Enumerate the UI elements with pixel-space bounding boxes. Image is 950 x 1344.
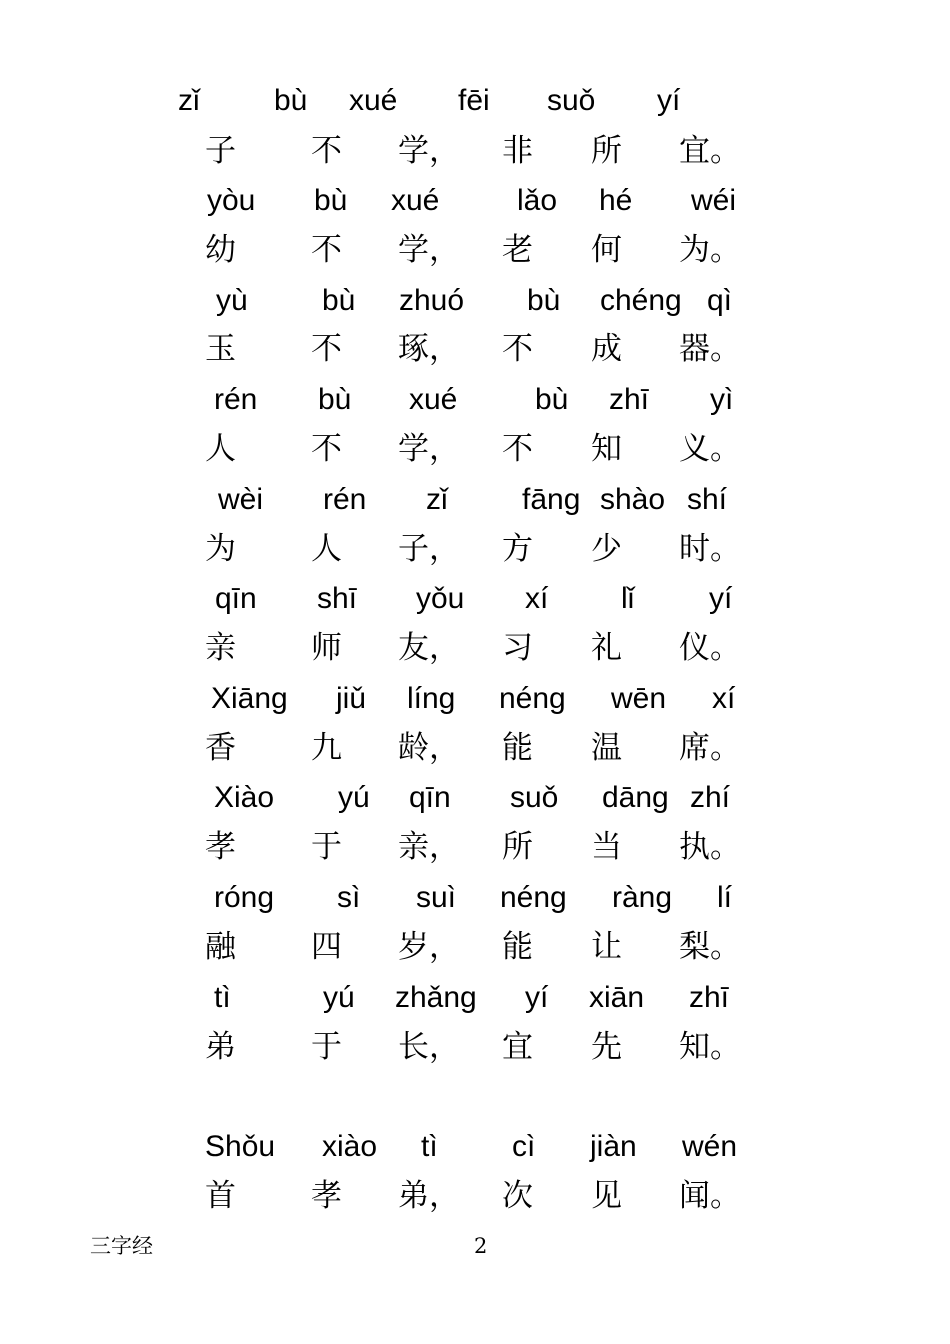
hanzi-character: 四 <box>311 929 342 965</box>
hanzi-character: 不 <box>311 431 342 467</box>
pinyin-syllable: néng <box>500 881 567 914</box>
pinyin-syllable: lǎo <box>517 184 558 217</box>
hanzi-character: 岁， <box>398 929 460 965</box>
pinyin-syllable: zǐ <box>426 483 448 516</box>
hanzi-character: 学， <box>398 133 460 169</box>
pinyin-syllable: ràng <box>612 881 673 914</box>
pinyin-syllable: zǐ <box>178 84 200 117</box>
hanzi-character: 不 <box>311 232 342 268</box>
pinyin-syllable: bù <box>527 284 561 317</box>
footer-title: 三字经 <box>90 1234 153 1258</box>
hanzi-character: 见 <box>591 1178 622 1214</box>
pinyin-syllable: shī <box>317 582 358 615</box>
hanzi-character: 先 <box>591 1029 622 1065</box>
hanzi-character: 于 <box>311 1029 342 1065</box>
pinyin-syllable: líng <box>407 682 456 715</box>
hanzi-character: 不 <box>311 133 342 169</box>
hanzi-character: 习 <box>502 630 533 666</box>
hanzi-character: 龄， <box>398 730 460 766</box>
pinyin-syllable: yí <box>709 582 733 615</box>
pinyin-syllable: yú <box>338 781 370 814</box>
pinyin-syllable: rén <box>214 383 258 416</box>
pinyin-syllable: tì <box>214 981 231 1014</box>
hanzi-character: 学， <box>398 232 460 268</box>
hanzi-character: 方 <box>502 531 533 567</box>
pinyin-syllable: xí <box>712 682 736 715</box>
pinyin-syllable: jiǔ <box>336 682 367 715</box>
pinyin-syllable: yí <box>525 981 549 1014</box>
pinyin-syllable: wén <box>682 1130 738 1163</box>
pinyin-syllable: yù <box>216 284 248 317</box>
hanzi-character: 子， <box>398 531 460 567</box>
hanzi-character: 为 <box>205 531 236 567</box>
pinyin-syllable: bù <box>535 383 569 416</box>
hanzi-character: 亲 <box>205 630 236 666</box>
hanzi-character: 首 <box>205 1178 236 1214</box>
pinyin-syllable: xiān <box>589 981 645 1014</box>
pinyin-syllable: zhǎng <box>395 981 477 1014</box>
pinyin-syllable: zhí <box>690 781 731 814</box>
pinyin-syllable: yì <box>710 383 734 416</box>
hanzi-character: 不 <box>311 331 342 367</box>
hanzi-character: 所 <box>591 133 622 169</box>
hanzi-character: 弟， <box>398 1178 460 1214</box>
hanzi-character: 九 <box>311 730 342 766</box>
pinyin-syllable: suǒ <box>547 84 596 117</box>
pinyin-syllable: lǐ <box>621 582 635 615</box>
pinyin-syllable: fāng <box>522 483 581 516</box>
pinyin-syllable: tì <box>421 1130 438 1163</box>
pinyin-syllable: yǒu <box>416 582 465 615</box>
pinyin-syllable: bù <box>314 184 348 217</box>
hanzi-character: 老 <box>502 232 533 268</box>
hanzi-character: 人 <box>311 531 342 567</box>
hanzi-character: 礼 <box>591 630 622 666</box>
pinyin-syllable: cì <box>512 1130 536 1163</box>
hanzi-character: 于 <box>311 829 342 865</box>
hanzi-character: 器。 <box>679 331 741 367</box>
hanzi-character: 闻。 <box>679 1178 741 1214</box>
hanzi-character: 子 <box>205 133 236 169</box>
page-number: 2 <box>474 1234 488 1258</box>
hanzi-character: 幼 <box>205 232 236 268</box>
pinyin-syllable: rén <box>323 483 367 516</box>
hanzi-character: 梨。 <box>679 929 741 965</box>
pinyin-syllable: suì <box>416 881 457 914</box>
pinyin-syllable: xué <box>409 383 458 416</box>
hanzi-character: 温 <box>591 730 622 766</box>
hanzi-character: 非 <box>502 133 533 169</box>
hanzi-character: 师 <box>311 630 342 666</box>
pinyin-syllable: Xiāng <box>211 682 288 715</box>
hanzi-character: 不 <box>502 331 533 367</box>
pinyin-syllable: shí <box>687 483 728 516</box>
pinyin-syllable: xiào <box>322 1130 378 1163</box>
pinyin-syllable: fēi <box>458 84 490 117</box>
pinyin-syllable: xí <box>525 582 549 615</box>
hanzi-character: 不 <box>502 431 533 467</box>
pinyin-syllable: lí <box>717 881 732 914</box>
pinyin-syllable: jiàn <box>590 1130 637 1163</box>
hanzi-character: 何 <box>591 232 622 268</box>
hanzi-character: 能 <box>502 730 533 766</box>
pinyin-syllable: zhī <box>689 981 730 1014</box>
hanzi-character: 成 <box>591 331 622 367</box>
pinyin-syllable: sì <box>337 881 361 914</box>
pinyin-syllable: wèi <box>218 483 264 516</box>
pinyin-syllable: shào <box>600 483 666 516</box>
pinyin-syllable: bù <box>318 383 352 416</box>
pinyin-syllable: suǒ <box>510 781 559 814</box>
hanzi-character: 当 <box>591 829 622 865</box>
hanzi-character: 学， <box>398 431 460 467</box>
hanzi-character: 能 <box>502 929 533 965</box>
hanzi-character: 弟 <box>205 1029 236 1065</box>
hanzi-character: 琢， <box>398 331 460 367</box>
hanzi-character: 融 <box>205 929 236 965</box>
pinyin-syllable: zhī <box>609 383 650 416</box>
pinyin-syllable: bù <box>274 84 308 117</box>
pinyin-syllable: hé <box>599 184 633 217</box>
hanzi-character: 时。 <box>679 531 741 567</box>
hanzi-character: 义。 <box>679 431 741 467</box>
pinyin-syllable: yòu <box>207 184 256 217</box>
hanzi-character: 人 <box>205 431 236 467</box>
pinyin-syllable: yú <box>323 981 355 1014</box>
hanzi-character: 仪。 <box>679 630 741 666</box>
pinyin-syllable: qīn <box>215 582 257 615</box>
hanzi-character: 知。 <box>679 1029 741 1065</box>
pinyin-syllable: néng <box>499 682 566 715</box>
hanzi-character: 友， <box>398 630 460 666</box>
hanzi-character: 让 <box>591 929 622 965</box>
pinyin-syllable: qīn <box>409 781 451 814</box>
hanzi-character: 宜 <box>502 1029 533 1065</box>
hanzi-character: 亲， <box>398 829 460 865</box>
hanzi-character: 长， <box>398 1029 460 1065</box>
hanzi-character: 香 <box>205 730 236 766</box>
hanzi-character: 所 <box>502 829 533 865</box>
hanzi-character: 少 <box>591 531 622 567</box>
hanzi-character: 为。 <box>679 232 741 268</box>
pinyin-syllable: bù <box>322 284 356 317</box>
hanzi-character: 执。 <box>679 829 741 865</box>
pinyin-syllable: róng <box>214 881 275 914</box>
pinyin-syllable: wéi <box>691 184 737 217</box>
hanzi-character: 席。 <box>679 730 741 766</box>
pinyin-syllable: chéng <box>600 284 682 317</box>
pinyin-syllable: xué <box>349 84 398 117</box>
pinyin-syllable: zhuó <box>399 284 465 317</box>
hanzi-character: 知 <box>591 431 622 467</box>
pinyin-syllable: yí <box>657 84 681 117</box>
pinyin-syllable: dāng <box>602 781 669 814</box>
pinyin-syllable: Xiào <box>214 781 275 814</box>
hanzi-character: 玉 <box>205 331 236 367</box>
pinyin-syllable: Shǒu <box>205 1130 276 1163</box>
hanzi-character: 孝 <box>205 829 236 865</box>
pinyin-syllable: wēn <box>611 682 667 715</box>
hanzi-character: 宜。 <box>679 133 741 169</box>
hanzi-character: 次 <box>502 1178 533 1214</box>
hanzi-character: 孝 <box>311 1178 342 1214</box>
pinyin-syllable: xué <box>391 184 440 217</box>
pinyin-syllable: qì <box>707 284 733 317</box>
